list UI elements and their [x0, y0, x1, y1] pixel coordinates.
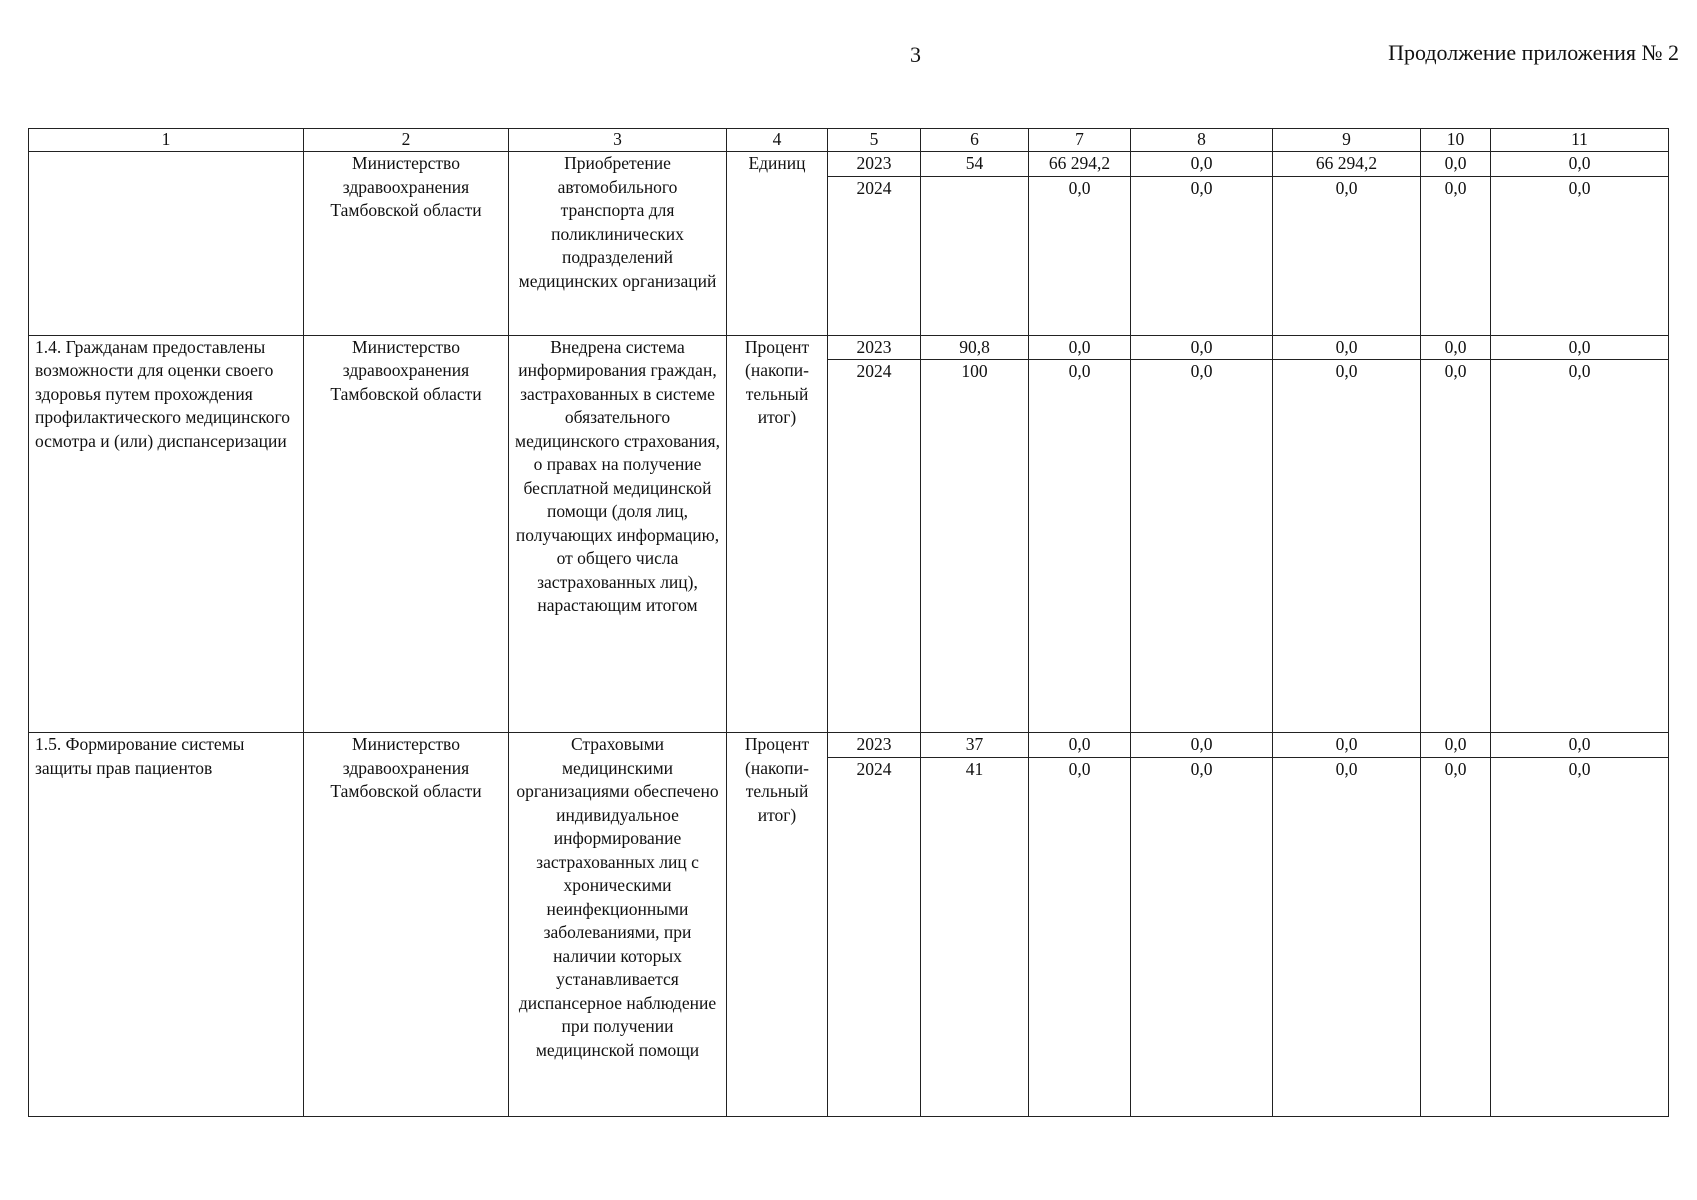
value-cell: 54: [921, 152, 1029, 177]
header-cell: 2: [304, 129, 509, 152]
value-cell: 0,0: [1421, 733, 1491, 758]
year-cell: 2023: [828, 733, 921, 758]
value-cell: 0,0: [1131, 335, 1273, 360]
value-cell: 0,0: [1131, 360, 1273, 733]
value-cell: 0,0: [1131, 152, 1273, 177]
value-cell: 0,0: [1029, 757, 1131, 1116]
year-cell: 2023: [828, 335, 921, 360]
value-cell: 0,0: [1273, 733, 1421, 758]
year-cell: 2024: [828, 757, 921, 1116]
value-cell: 0,0: [1131, 757, 1273, 1116]
header-cell: 6: [921, 129, 1029, 152]
header-cell: 8: [1131, 129, 1273, 152]
value-cell: 0,0: [1421, 152, 1491, 177]
value-cell: 0,0: [1273, 360, 1421, 733]
result-cell: 1.4. Гражданам предоставлены возможности для оценки своего здоровья путем прохождения профилактического медицинского осмотра и (или) диспансеризации: [29, 335, 304, 733]
result-cell: 1.5. Формирование системы защиты прав пациентов: [29, 733, 304, 1117]
table-row: [29, 733, 1669, 758]
value-cell: 0,0: [1491, 757, 1669, 1116]
responsible-cell: Министерство здравоохранения Тамбовской области: [304, 733, 509, 1117]
table-header-row: [29, 129, 1669, 152]
value-cell: 0,0: [1029, 335, 1131, 360]
value-cell: 0,0: [1273, 176, 1421, 335]
value-cell: 0,0: [1421, 757, 1491, 1116]
appendix-continuation-title: Продолжение приложения № 2: [1388, 40, 1679, 65]
value-cell: 0,0: [1421, 335, 1491, 360]
value-cell: 0,0: [1273, 335, 1421, 360]
header-cell: 9: [1273, 129, 1421, 152]
header-cell: 3: [509, 129, 727, 152]
appendix-table-wrapper: [28, 128, 1669, 1117]
value-cell: 0,0: [1491, 152, 1669, 177]
result-cell: [29, 152, 304, 336]
value-cell: 0,0: [1029, 360, 1131, 733]
value-cell: 0,0: [1029, 733, 1131, 758]
header-cell: 7: [1029, 129, 1131, 152]
value-cell: 66 294,2: [1273, 152, 1421, 177]
value-cell: 0,0: [1131, 733, 1273, 758]
value-cell: 0,0: [1421, 176, 1491, 335]
value-cell: [921, 176, 1029, 335]
header-cell: 11: [1491, 129, 1669, 152]
indicator-cell: Приобретение автомобильного транспорта для поликлинических подразделений медицинских организаций: [509, 152, 727, 336]
responsible-cell: Министерство здравоохранения Тамбовской области: [304, 152, 509, 336]
responsible-cell: Министерство здравоохранения Тамбовской области: [304, 335, 509, 733]
unit-cell: Процент (накопи-тельный итог): [727, 335, 828, 733]
value-cell: 66 294,2: [1029, 152, 1131, 177]
table-row: [29, 335, 1669, 360]
value-cell: 0,0: [1273, 757, 1421, 1116]
value-cell: 0,0: [1029, 176, 1131, 335]
year-cell: 2024: [828, 360, 921, 733]
year-cell: 2023: [828, 152, 921, 177]
value-cell: 0,0: [1131, 176, 1273, 335]
year-cell: 2024: [828, 176, 921, 335]
value-cell: 0,0: [1491, 360, 1669, 733]
header-cell: 4: [727, 129, 828, 152]
value-cell: 90,8: [921, 335, 1029, 360]
value-cell: 100: [921, 360, 1029, 733]
value-cell: 0,0: [1421, 360, 1491, 733]
header-cell: 10: [1421, 129, 1491, 152]
unit-cell: Процент (накопи-тельный итог): [727, 733, 828, 1117]
header-cell: 1: [29, 129, 304, 152]
appendix-table: [28, 128, 1669, 1117]
unit-cell: Единиц: [727, 152, 828, 336]
value-cell: 0,0: [1491, 733, 1669, 758]
indicator-cell: Страховыми медицинскими организациями обеспечено индивидуальное информирование застрахованных лиц с хроническими неинфекционными заболеваниями, при наличии которых устанавливается диспансерное наблюдение при получении медицинской помощи: [509, 733, 727, 1117]
value-cell: 41: [921, 757, 1029, 1116]
header-cell: 5: [828, 129, 921, 152]
table-row: [29, 152, 1669, 177]
value-cell: 37: [921, 733, 1029, 758]
page-number: 3: [910, 42, 921, 67]
value-cell: 0,0: [1491, 335, 1669, 360]
value-cell: 0,0: [1491, 176, 1669, 335]
indicator-cell: Внедрена система информирования граждан, застрахованных в системе обязательного медицинского страхования, о правах на получение бесплатной медицинской помощи (доля лиц, получающих информацию, от общего числа застрахованных лиц), нарастающим итогом: [509, 335, 727, 733]
